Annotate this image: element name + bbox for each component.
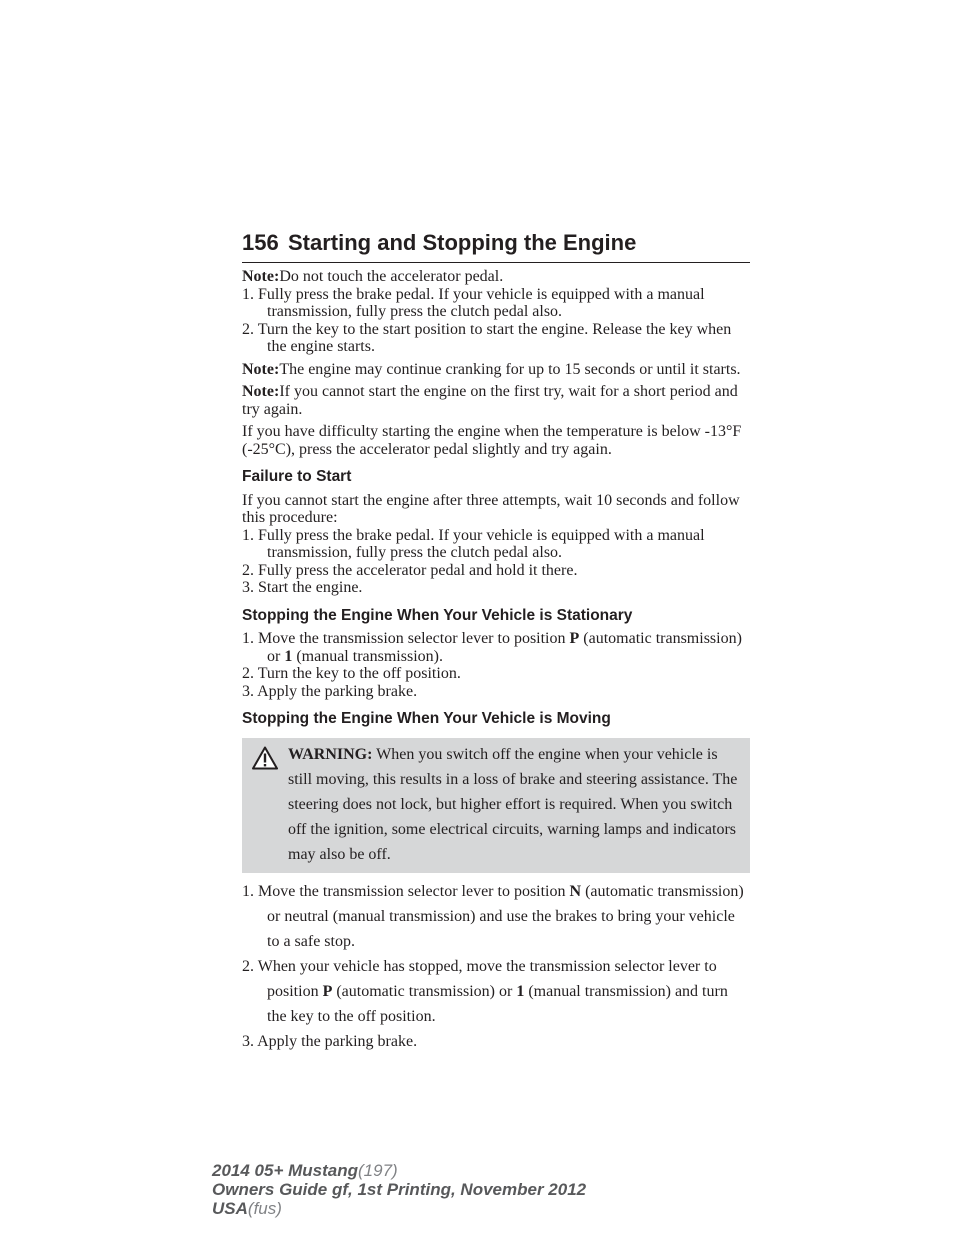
warning-text: When you switch off the engine when your vehicle is still moving, this results in a loss of brake and steering assistance. The steering does not lock, but higher effort is required. When you switch off the ignition, some electrical circuits, warning lamps and indicators may also be off.: [288, 745, 738, 863]
footer-line: Owners Guide gf, 1st Printing, November 2012: [212, 1180, 587, 1199]
page-header: [242, 228, 750, 263]
moving-heading: Stopping the Engine When Your Vehicle is Moving: [242, 710, 611, 727]
list-item: [242, 879, 750, 954]
position-n: N: [569, 882, 582, 900]
step-text: (automatic transmission) or: [267, 630, 742, 665]
section-title: Starting and Stopping the Engine: [288, 230, 637, 255]
footer-market: USA: [212, 1199, 248, 1218]
note-paragraph: [242, 361, 750, 379]
step-text: 1. Move the transmission selector lever to position: [242, 630, 570, 647]
step-text: (automatic transmission) or: [332, 982, 517, 1000]
page-body: [242, 268, 750, 1054]
list-item: 3. Apply the parking brake.: [242, 1032, 418, 1050]
step-text: 1. Move the transmission selector lever to position: [242, 882, 570, 900]
step-text: (manual transmission) and turn the key to the off position.: [267, 982, 728, 1025]
footer-model: 2014 05+ Mustang: [212, 1161, 358, 1180]
warning-box: [242, 738, 750, 873]
cold-start-paragraph: If you have difficulty starting the engine when the temperature is below -13°F (-25°C), press the accelerator pedal slightly and try again.: [242, 423, 742, 458]
page-footer: [212, 1161, 586, 1218]
note-text: The engine may continue cranking for up to 15 seconds or until it starts.: [279, 360, 741, 378]
footer-code: (fus): [247, 1199, 282, 1218]
warning-text-block: [246, 742, 744, 867]
list-item: 2. Turn the key to the off position.: [242, 665, 461, 682]
step-text: 2. When your vehicle has stopped, move the transmission selector lever to position: [242, 957, 717, 1000]
position-p: P: [322, 982, 333, 1000]
note-paragraph: [242, 383, 750, 418]
note-label: Note:: [242, 268, 280, 285]
position-p: P: [569, 630, 580, 647]
list-item: 1. Fully press the brake pedal. If your vehicle is equipped with a manual transmission, fully press the clutch pedal also.: [242, 285, 705, 320]
position-1: 1: [284, 647, 293, 665]
footer-line: [212, 1161, 586, 1180]
warning-triangle-icon: [252, 746, 278, 770]
list-item: 3. Apply the parking brake.: [242, 682, 418, 700]
warning-label: WARNING:: [288, 745, 373, 763]
list-item: 2. Turn the key to the start position to start the engine. Release the key when the engine starts.: [242, 320, 732, 355]
step-text: (manual transmission).: [292, 647, 443, 665]
list-item: [242, 630, 750, 665]
position-1: 1: [516, 982, 525, 1000]
failure-intro: If you cannot start the engine after three attempts, wait 10 seconds and follow this procedure:: [242, 491, 740, 526]
note-label: Note:: [242, 360, 280, 378]
stationary-heading: Stopping the Engine When Your Vehicle is Stationary: [242, 606, 633, 624]
note-text: If you cannot start the engine on the first try, wait for a short period and try again.: [242, 383, 738, 418]
list-item: [242, 954, 750, 1029]
page-number: 156: [242, 230, 279, 255]
list-item: 2. Fully press the accelerator pedal and hold it there.: [242, 561, 578, 579]
failure-heading: Failure to Start: [242, 468, 352, 485]
step-text: (automatic transmission) or neutral (manual transmission) and use the brakes to bring your vehicle to a safe stop.: [267, 882, 744, 950]
note-label: Note:: [242, 383, 280, 400]
footer-code: (197): [358, 1161, 398, 1180]
list-item: 1. Fully press the brake pedal. If your vehicle is equipped with a manual transmission, fully press the clutch pedal also.: [242, 526, 705, 561]
list-item: 3. Start the engine.: [242, 579, 363, 596]
footer-line: [212, 1199, 586, 1218]
note-text: Do not touch the accelerator pedal.: [279, 268, 504, 285]
moving-steps: [242, 879, 750, 1054]
note-paragraph: [242, 268, 750, 286]
